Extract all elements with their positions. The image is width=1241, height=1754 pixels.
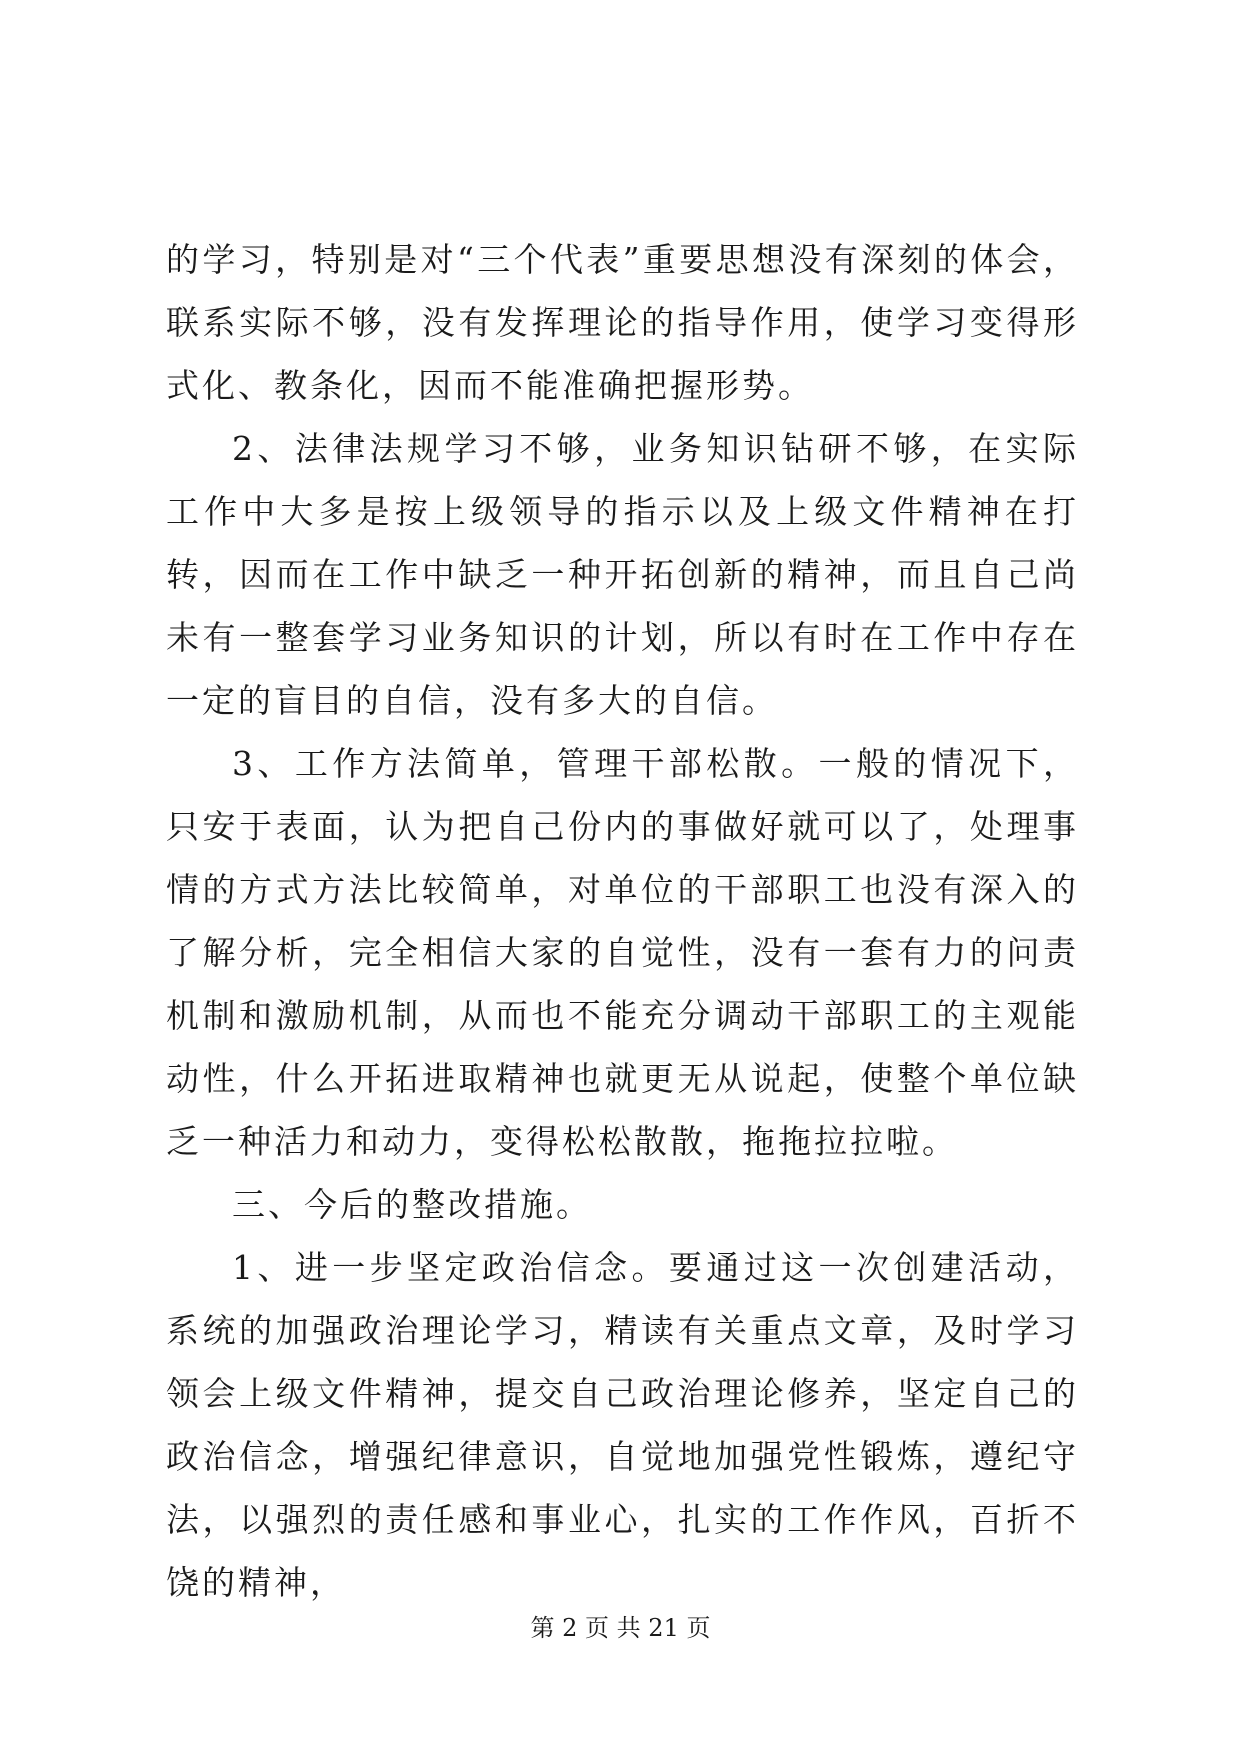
paragraph-continuation: 的学习，特别是对“三个代表”重要思想没有深刻的体会，联系实际不够，没有发挥理论的指导作用，使学习变得形式化、教条化，因而不能准确把握形势。 — [166, 240, 1079, 405]
paragraph-item-3: 3、工作方法简单，管理干部松散。一般的情况下，只安于表面，认为把自己份内的事做好就可以了，处理事情的方式方法比较简单，对单位的干部职工也没有深入的了解分析，完全相信大家的自觉性，没有一套有力的问责机制和激励机制，从而也不能充分调动干部职工的主观能动性，什么开拓进取精神也就更无从说起，使整个单位缺乏一种活力和动力，变得松松散散，拖拖拉拉啦。 — [166, 744, 1079, 1161]
page-number-footer: 第 2 页 共 21 页 — [530, 1614, 711, 1642]
section-heading-3: 三、今后的整改措施。 — [232, 1185, 592, 1224]
document-body — [166, 228, 1079, 1614]
paragraph-measure-1: 1、进一步坚定政治信念。要通过这一次创建活动，系统的加强政治理论学习，精读有关重点文章，及时学习领会上级文件精神，提交自己政治理论修养，坚定自己的政治信念，增强纪律意识，自觉地加强党性锻炼，遵纪守法，以强烈的责任感和事业心，扎实的工作作风，百折不饶的精神， — [166, 1248, 1079, 1602]
paragraph-item-2: 2、法律法规学习不够，业务知识钻研不够，在实际工作中大多是按上级领导的指示以及上级文件精神在打转，因而在工作中缺乏一种开拓创新的精神，而且自己尚未有一整套学习业务知识的计划，所以有时在工作中存在一定的盲目的自信，没有多大的自信。 — [166, 429, 1079, 720]
